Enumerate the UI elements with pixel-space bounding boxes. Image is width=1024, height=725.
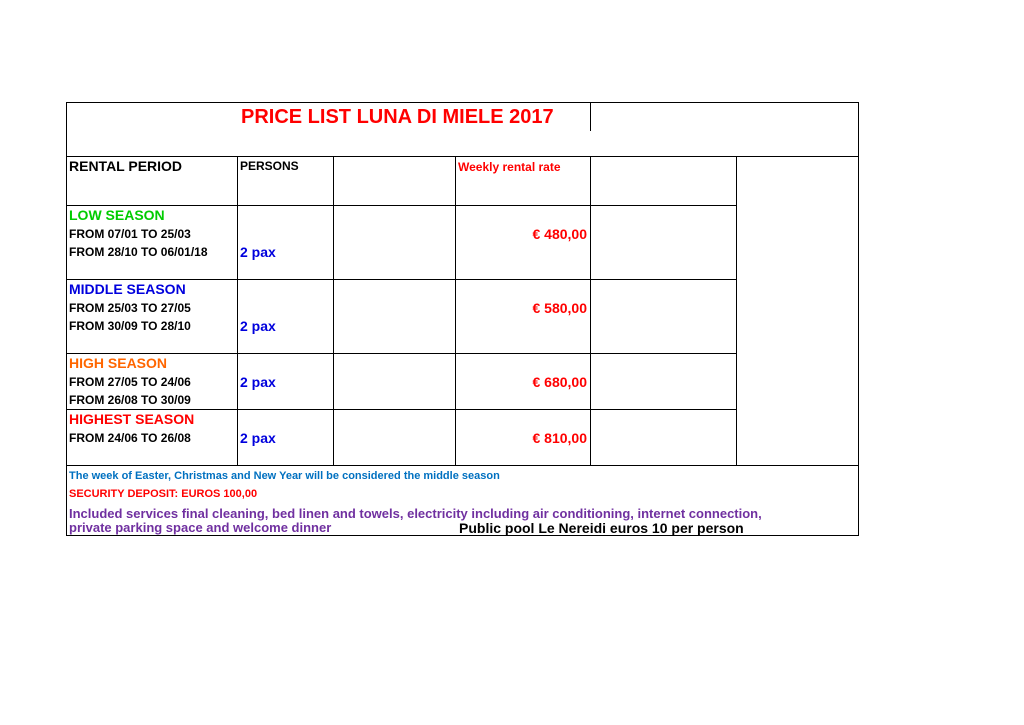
season-period: FROM 07/01 TO 25/03 [69,227,191,241]
included-services-note: Included services final cleaning, bed linen and towels, electricity including air conditioning, internet connection, [69,506,762,521]
season-persons: 2 pax [240,244,276,260]
season-period: FROM 26/08 TO 30/09 [69,393,191,407]
row-line-2 [66,279,737,280]
header-weekly-rate: Weekly rental rate [458,160,561,174]
season-price: € 680,00 [532,374,587,390]
header-persons: PERSONS [240,159,299,173]
included-services-note: private parking space and welcome dinner [69,520,332,535]
page-title: PRICE LIST LUNA DI MIELE 2017 [241,106,554,128]
season-period: FROM 25/03 TO 27/05 [69,301,191,315]
pool-note: Public pool Le Nereidi euros 10 per person [459,520,744,536]
season-price: € 580,00 [532,300,587,316]
season-name-highest: HIGHEST SEASON [69,411,195,427]
row-line-3 [66,353,737,354]
season-period: FROM 27/05 TO 24/06 [69,375,191,389]
header-rental-period: RENTAL PERIOD [69,158,183,174]
col-line-1 [237,156,238,465]
easter-note: The week of Easter, Christmas and New Year will be considered the middle season [69,470,500,482]
season-persons: 2 pax [240,318,276,334]
col-line-5 [736,156,737,465]
season-period: FROM 30/09 TO 28/10 [69,319,191,333]
header-top-line [66,156,859,157]
season-period: FROM 24/06 TO 26/08 [69,431,191,445]
title-divider [590,103,591,131]
row-line-1 [66,205,737,206]
deposit-note: SECURITY DEPOSIT: EUROS 100,00 [69,488,258,500]
col-line-3 [455,156,456,465]
season-name-high: HIGH SEASON [69,355,168,371]
season-name-low: LOW SEASON [69,207,165,223]
row-line-4 [66,409,737,410]
season-price: € 810,00 [532,430,587,446]
season-price: € 480,00 [532,226,587,242]
season-name-middle: MIDDLE SEASON [69,281,186,297]
season-period: FROM 28/10 TO 06/01/18 [69,245,208,259]
col-line-4 [590,156,591,465]
col-line-2 [333,156,334,465]
notes-top-line [66,465,859,466]
season-persons: 2 pax [240,430,276,446]
season-persons: 2 pax [240,374,276,390]
